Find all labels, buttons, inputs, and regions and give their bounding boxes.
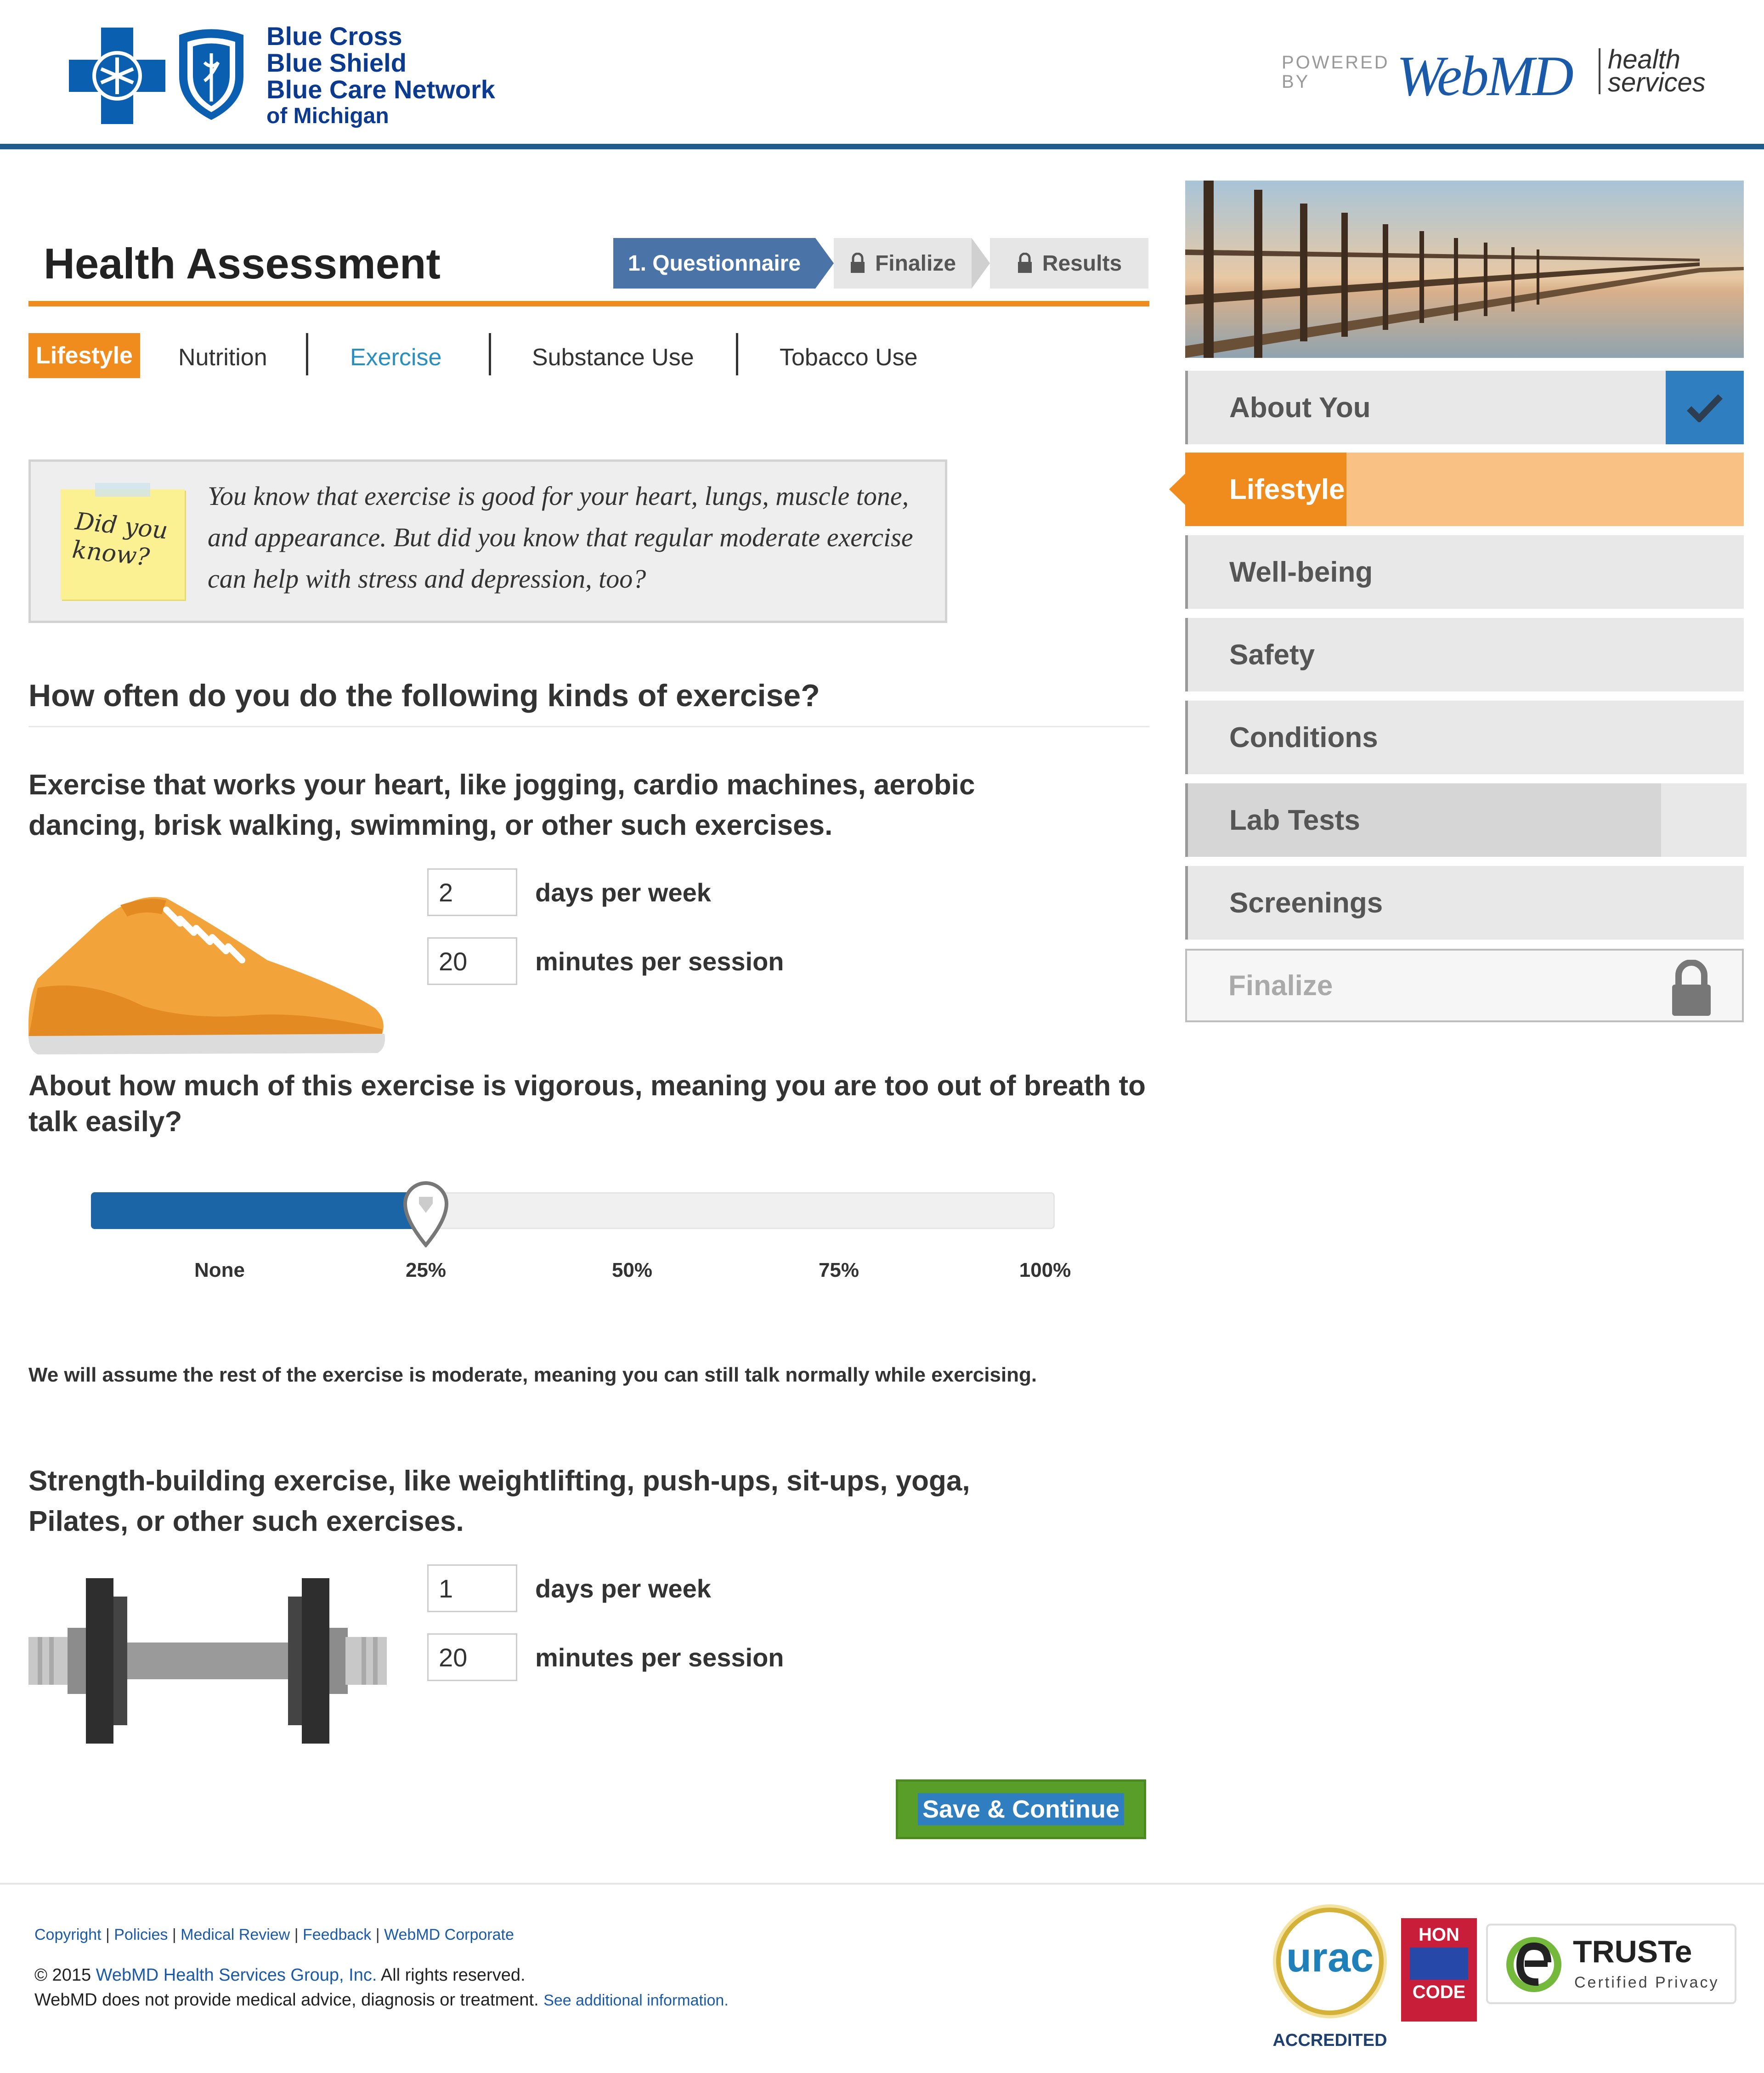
did-you-know-text: You know that exercise is good for your heart, lungs, muscle tone, and appearance. But did you know that regular moderate exercise can help with stress and depression, too? (208, 481, 913, 594)
urac-accredited-label: ACCREDITED (1272, 2031, 1387, 2050)
sidebar-item-label: Conditions (1229, 721, 1378, 753)
sidebar-item-well-being[interactable] (1185, 535, 1744, 609)
footer-copyright: © 2015 WebMD Health Services Group, Inc. All rights reserved. (34, 1965, 526, 1985)
footer-link-webmd-corporate[interactable]: WebMD Corporate (384, 1926, 514, 1943)
sidebar-item-screenings[interactable] (1185, 866, 1744, 940)
subtab-exercise[interactable]: Exercise (350, 344, 442, 371)
step-arrow (972, 238, 990, 289)
lock-icon (1668, 960, 1714, 1017)
heading-divider (28, 726, 1149, 727)
brand-line-4: of Michigan (266, 104, 389, 128)
subtab-nutrition[interactable]: Nutrition (178, 344, 267, 371)
sidebar-item-lifestyle[interactable] (1185, 453, 1744, 526)
header-divider (0, 144, 1764, 149)
hon-code-label: CODE (1412, 1982, 1466, 2002)
hon-code-badge[interactable] (1401, 1918, 1477, 2022)
page-title: Health Assessment (44, 239, 441, 288)
step-finalize[interactable]: Finalize (834, 238, 972, 289)
strength-days-label: days per week (535, 1574, 711, 1603)
blue-cross-icon (69, 28, 165, 124)
footer-link-copyright[interactable]: Copyright (34, 1926, 102, 1943)
title-underline (28, 301, 1149, 306)
footer-link-policies[interactable]: Policies (114, 1926, 168, 1943)
truste-badge[interactable] (1486, 1924, 1736, 2004)
brand-line-1: Blue Cross (266, 22, 402, 51)
vigorous-question: About how much of this exercise is vigorous, meaning you are too out of breath to talk easily? (28, 1070, 1146, 1138)
sidebar-item-lab-tests[interactable] (1185, 783, 1744, 857)
slider-tick-100: 100% (1019, 1259, 1071, 1281)
cardio-days-label: days per week (535, 878, 711, 907)
slider-tick-50: 50% (611, 1259, 653, 1281)
footer-link-webmd-health[interactable]: WebMD Health Services Group, Inc. (96, 1965, 377, 1985)
step-questionnaire[interactable]: 1. Questionnaire (613, 238, 815, 289)
sidebar-item-conditions[interactable] (1185, 701, 1744, 774)
brand-line-3: Blue Care Network (266, 75, 495, 104)
sidebar-item-finalize[interactable] (1185, 949, 1744, 1022)
sidebar-item-about-you[interactable] (1185, 371, 1744, 444)
slider-tick-75: 75% (818, 1259, 859, 1281)
sidebar-item-label: Lab Tests (1229, 804, 1360, 836)
webmd-logo (1282, 44, 1723, 108)
checkmark-icon (1686, 393, 1723, 422)
save-continue-button[interactable] (896, 1779, 1146, 1839)
sidebar-item-label: Lifestyle (1229, 473, 1345, 505)
webmd-wordmark: WebMD (1396, 45, 1572, 108)
sticky-note (61, 489, 185, 600)
sidebar-item-label: Screenings (1229, 887, 1383, 919)
slider-tick-25: 25% (405, 1259, 447, 1281)
subtab-divider (489, 333, 491, 375)
truste-label: TRUSTe (1573, 1934, 1692, 1969)
sidebar-item-label: About You (1229, 391, 1371, 424)
lock-icon (849, 253, 866, 274)
sidebar-item-label: Finalize (1228, 969, 1333, 1002)
subtab-lifestyle[interactable]: Lifestyle (28, 333, 140, 378)
cardio-days-input[interactable]: 2 (427, 868, 517, 916)
step-arrow (815, 238, 834, 289)
brand-line-2: Blue Shield (266, 48, 407, 77)
save-continue-label: Save & Continue (918, 1793, 1124, 1825)
step-results[interactable]: Results (990, 238, 1148, 289)
sidebar-item-safety[interactable] (1185, 618, 1744, 691)
health-services-label: health services (1608, 45, 1706, 97)
cardio-question: Exercise that works your heart, like jogging, cardio machines, aerobic dancing, brisk walking, swimming, or other such exercises. (28, 769, 975, 841)
dumbbell-icon (28, 1578, 387, 1744)
cardio-minutes-label: minutes per session (535, 947, 784, 976)
moderate-note: We will assume the rest of the exercise is moderate, meaning you can still talk normally while exercising. (28, 1364, 1037, 1386)
slider-handle[interactable] (401, 1178, 451, 1247)
subtab-divider (736, 333, 738, 375)
cardio-minutes-input[interactable]: 20 (427, 937, 517, 985)
strength-minutes-label: minutes per session (535, 1643, 784, 1672)
vigorous-slider[interactable] (91, 1188, 1055, 1234)
sidebar-pier-photo (1185, 181, 1744, 358)
footer-links: Copyright | Policies | Medical Review | Feedback | WebMD Corporate (34, 1926, 514, 1943)
slider-tick-none: None (194, 1259, 245, 1281)
sticky-note-text: Did you know? (71, 507, 170, 572)
did-you-know-box (28, 459, 947, 623)
subtab-divider (306, 333, 308, 375)
strength-minutes-input[interactable]: 20 (427, 1633, 517, 1681)
footer-disclaimer: WebMD does not provide medical advice, diagnosis or treatment. See additional information. (34, 1990, 729, 2010)
powered-by-label: POWERED BY (1282, 52, 1390, 92)
slider-fill (91, 1192, 426, 1229)
strength-days-input[interactable]: 1 (427, 1564, 517, 1612)
truste-sub-label: Certified Privacy (1574, 1974, 1719, 1991)
subtab-tobacco-use[interactable]: Tobacco Use (780, 344, 918, 371)
strength-question: Strength-building exercise, like weightlifting, push-ups, sit-ups, yoga, Pilates, or other such exercises. (28, 1465, 970, 1537)
footer-link-feedback[interactable]: Feedback (302, 1926, 372, 1943)
urac-label: urac (1286, 1935, 1374, 1981)
lock-icon (1017, 253, 1033, 274)
hon-label: HON (1419, 1925, 1459, 1945)
question-heading: How often do you do the following kinds of exercise? (28, 678, 820, 713)
sidebar-item-label: Well-being (1229, 556, 1373, 588)
footer-link-additional-info[interactable]: See additional information. (543, 1992, 729, 2009)
truste-logo-icon (1499, 1932, 1568, 1997)
sneaker-icon (28, 882, 387, 1057)
footer-link-medical-review[interactable]: Medical Review (181, 1926, 290, 1943)
sidebar-item-label: Safety (1229, 639, 1315, 671)
blue-shield-icon (175, 26, 248, 122)
footer-divider (0, 1883, 1764, 1885)
urac-badge[interactable] (1268, 1902, 1392, 2072)
subtab-substance-use[interactable]: Substance Use (532, 344, 694, 371)
check-badge (1666, 371, 1744, 444)
bcbs-logo (69, 23, 505, 133)
active-pointer (1169, 473, 1186, 505)
